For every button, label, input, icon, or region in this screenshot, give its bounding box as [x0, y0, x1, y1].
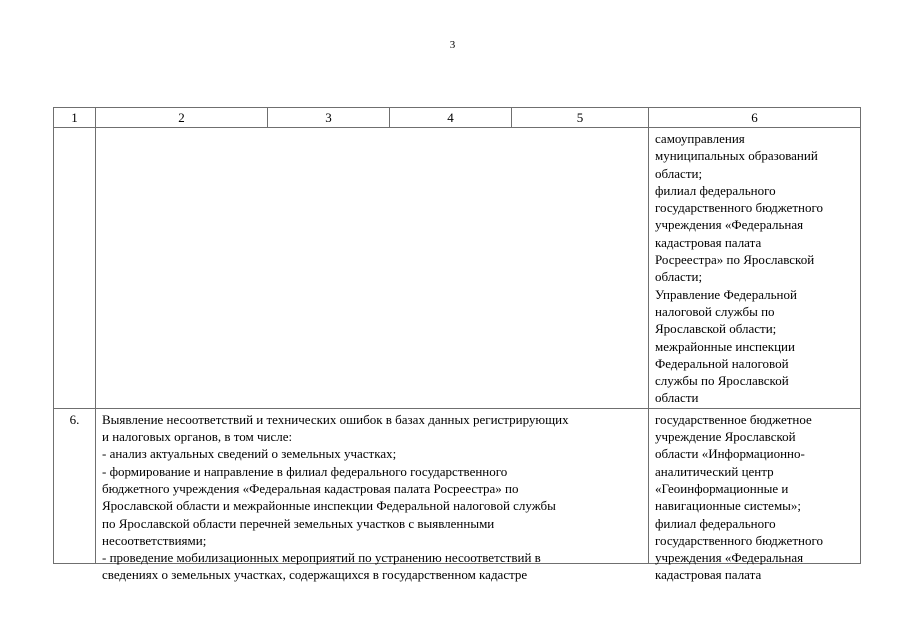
text-line: филиал федерального: [655, 182, 776, 198]
header-cell: 4: [390, 108, 512, 128]
text-line: - анализ актуальных сведений о земельных участках;: [102, 446, 397, 462]
participants-cell: [649, 408, 861, 583]
text-line: - проведение мобилизационных мероприятий по устранению несоответствий в: [102, 550, 541, 566]
text-line: службы по Ярославской: [655, 373, 789, 389]
text-line: налоговой службы по: [655, 303, 775, 319]
text-line: учреждения «Федеральная: [655, 217, 804, 233]
text-line: самоуправления: [655, 131, 745, 146]
row-number: 6.: [69, 411, 80, 427]
participants-cell: [649, 128, 861, 409]
text-line: государственное бюджетное: [655, 411, 812, 427]
header-cell: 6: [649, 108, 861, 128]
text-line: аналитический центр: [655, 463, 774, 479]
document-table: [53, 107, 861, 583]
text-line: Управление Федеральной: [655, 286, 797, 302]
description-text: [96, 409, 648, 583]
text-line: области;: [655, 269, 703, 285]
text-line: учреждения «Федеральная: [655, 550, 804, 566]
text-line: филиал федерального: [655, 515, 776, 531]
text-line: Федеральной налоговой: [655, 355, 789, 371]
text-line: области;: [655, 165, 703, 181]
page-number: 3: [449, 39, 456, 51]
description-cell: [96, 408, 649, 583]
text-line: кадастровая палата: [655, 567, 762, 583]
text-line: учреждение Ярославской: [655, 429, 796, 445]
text-line: «Геоинформационные и: [655, 480, 789, 496]
table-header-row: [54, 108, 861, 128]
text-line: Ярославской области;: [655, 321, 777, 337]
text-line: области «Информационно-: [655, 446, 805, 462]
table-row-6: [54, 408, 861, 563]
text-line: Ярославской области и межрайонные инспекции Федеральной налоговой службы: [102, 498, 556, 514]
text-line: по Ярославской области перечней земельных участков с выявленными: [102, 515, 495, 531]
text-line: области: [655, 390, 699, 406]
text-line: несоответствиями;: [102, 532, 207, 548]
table-row-continued: [54, 128, 861, 409]
participants-text: [649, 128, 860, 408]
header-cell: 2: [96, 108, 268, 128]
header-cell: 1: [54, 108, 96, 128]
text-line: государственного бюджетного: [655, 200, 823, 216]
participants-text: [649, 409, 860, 583]
text-line: бюджетного учреждения «Федеральная кадастровая палата Росреестра» по: [102, 480, 519, 496]
text-line: межрайонные инспекции: [655, 338, 795, 354]
header-cell: 3: [268, 108, 390, 128]
text-line: государственного бюджетного: [655, 532, 823, 548]
row-number-cell: [54, 408, 96, 563]
text-line: и налоговых органов, в том числе:: [102, 429, 293, 445]
row-number-cell: [54, 128, 96, 409]
text-line: сведениях о земельных участках, содержащихся в государственном кадастре: [102, 567, 528, 583]
text-line: Выявление несоответствий и технических ошибок в базах данных регистрирующих: [102, 411, 569, 427]
header-cell: 5: [512, 108, 649, 128]
text-line: кадастровая палата: [655, 234, 762, 250]
text-line: навигационные системы»;: [655, 498, 802, 514]
text-line: муниципальных образований: [655, 148, 818, 164]
text-line: Росреестра» по Ярославской: [655, 252, 815, 268]
description-cell: [96, 128, 649, 409]
text-line: - формирование и направление в филиал федерального государственного: [102, 463, 508, 479]
